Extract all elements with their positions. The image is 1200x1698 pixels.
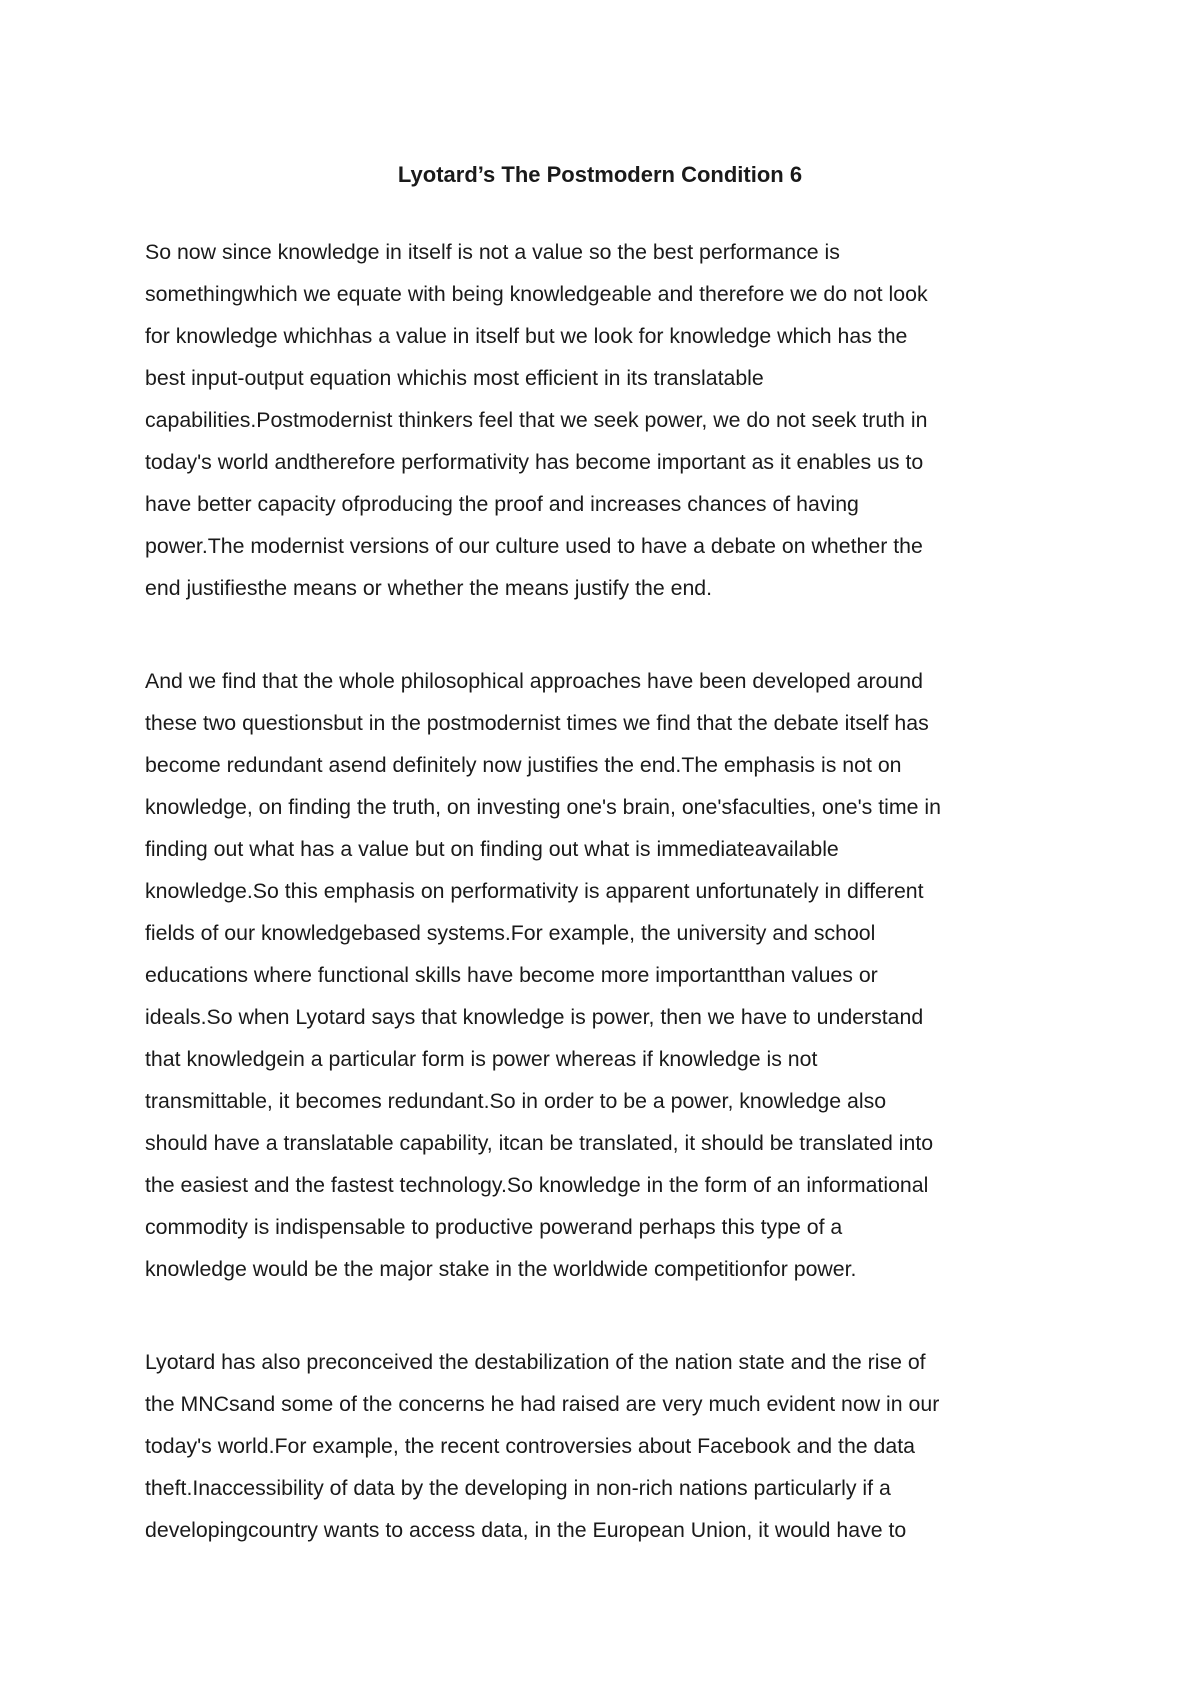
text-line: knowledge would be the major stake in the worldwide competitionfor power.	[145, 1257, 857, 1281]
text-line: that knowledgein a particular form is power whereas if knowledge is not	[145, 1047, 818, 1071]
text-line: end justifiesthe means or whether the means justify the end.	[145, 576, 713, 600]
text-line: the MNCsand some of the concerns he had raised are very much evident now in our	[145, 1392, 940, 1416]
paragraph-gap	[145, 609, 1070, 660]
text-line: become redundant asend definitely now justifies the end.The emphasis is not on	[145, 753, 902, 777]
text-line: So now since knowledge in itself is not a value so the best performance is	[145, 240, 840, 264]
text-line: today's world.For example, the recent controversies about Facebook and the data	[145, 1434, 916, 1458]
text-line: ideals.So when Lyotard says that knowledge is power, then we have to understand	[145, 1005, 924, 1029]
paragraph-2	[145, 660, 1070, 1290]
document-body	[145, 231, 1070, 1551]
text-line: Lyotard has also preconceived the destabilization of the nation state and the rise of	[145, 1350, 926, 1374]
document-title: Lyotard’s The Postmodern Condition 6	[397, 162, 803, 187]
text-line: have better capacity ofproducing the proof and increases chances of having	[145, 492, 859, 516]
text-line: knowledge.So this emphasis on performativity is apparent unfortunately in different	[145, 879, 924, 903]
text-line: today's world andtherefore performativity has become important as it enables us to	[145, 450, 924, 474]
text-line: power.The modernist versions of our culture used to have a debate on whether the	[145, 534, 923, 558]
text-line: finding out what has a value but on finding out what is immediateavailable	[145, 837, 839, 861]
text-line: for knowledge whichhas a value in itself but we look for knowledge which has the	[145, 324, 908, 348]
text-line: somethingwhich we equate with being knowledgeable and therefore we do not look	[145, 282, 928, 306]
paragraph-1	[145, 231, 1070, 609]
paragraph-3	[145, 1341, 1070, 1551]
text-line: developingcountry wants to access data, in the European Union, it would have to	[145, 1518, 907, 1542]
text-line: should have a translatable capability, itcan be translated, it should be translated into	[145, 1131, 934, 1155]
text-line: educations where functional skills have become more importantthan values or	[145, 963, 878, 987]
paragraph-gap	[145, 1290, 1070, 1341]
text-line: And we find that the whole philosophical approaches have been developed around	[145, 669, 923, 693]
text-line: best input-output equation whichis most efficient in its translatable	[145, 366, 764, 390]
text-line: fields of our knowledgebased systems.For example, the university and school	[145, 921, 876, 945]
text-line: commodity is indispensable to productive powerand perhaps this type of a	[145, 1215, 843, 1239]
text-line: these two questionsbut in the postmodernist times we find that the debate itself has	[145, 711, 929, 735]
text-line: knowledge, on finding the truth, on investing one's brain, one'sfaculties, one's time in	[145, 795, 941, 819]
text-line: the easiest and the fastest technology.So knowledge in the form of an informational	[145, 1173, 929, 1197]
text-line: capabilities.Postmodernist thinkers feel that we seek power, we do not seek truth in	[145, 408, 928, 432]
text-line: transmittable, it becomes redundant.So in order to be a power, knowledge also	[145, 1089, 887, 1113]
text-line: theft.Inaccessibility of data by the developing in non-rich nations particularly if a	[145, 1476, 891, 1500]
